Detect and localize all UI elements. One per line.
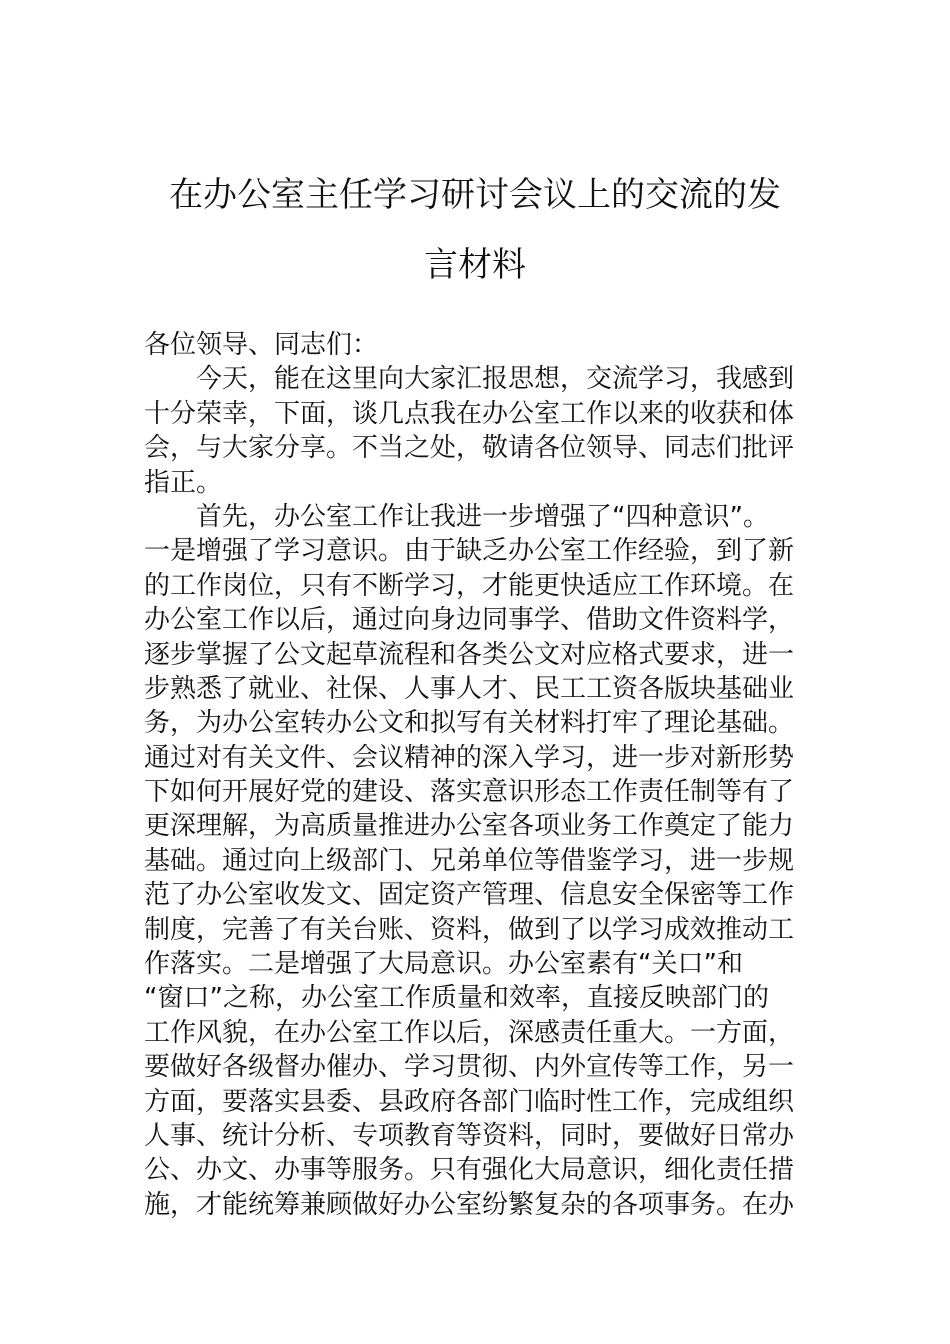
body-line: 工作风貌，在办公室工作以后，深感责任重大。一方面，: [144, 1017, 795, 1048]
body-line: 一是增强了学习意识。由于缺乏办公室工作经验，到了新: [144, 536, 795, 567]
body-line: 会，与大家分享。不当之处，敬请各位领导、同志们批评: [144, 433, 795, 464]
body-line: 下如何开展好党的建设、落实意识形态工作责任制等有了: [144, 777, 795, 808]
body-line: 务，为办公室转办公文和拟写有关材料打牢了理论基础。: [144, 708, 795, 739]
body-line: 逐步掌握了公文起草流程和各类公文对应格式要求，进一: [144, 639, 795, 670]
body-line: “窗口”之称，办公室工作质量和效率，直接反映部门的: [144, 983, 769, 1014]
body-line: 的工作岗位，只有不断学习，才能更快适应工作环境。在: [144, 570, 795, 601]
document-body: [144, 328, 812, 1222]
salutation: 各位领导、同志们：: [144, 330, 379, 360]
body-line: 更深理解，为高质量推进办公室各项业务工作奠定了能力: [144, 811, 795, 842]
document-title: [150, 160, 800, 300]
body-lines: [144, 362, 812, 1222]
title-line-1: 在办公室主任学习研讨会议上的交流的发: [169, 175, 781, 215]
body-line: 通过对有关文件、会议精神的深入学习，进一步对新形势: [144, 742, 795, 773]
body-line: 要做好各级督办催办、学习贯彻、内外宣传等工作，另一: [144, 1052, 795, 1083]
body-line: 基础。通过向上级部门、兄弟单位等借鉴学习，进一步规: [144, 845, 795, 876]
body-line: 指正。: [144, 467, 223, 498]
body-line: 施，才能统筹兼顾做好办公室纷繁复杂的各项事务。在办: [144, 1189, 795, 1220]
body-line: 范了办公室收发文、固定资产管理、信息安全保密等工作: [144, 880, 795, 911]
body-line: 方面，要落实县委、县政府各部门临时性工作，完成组织: [144, 1086, 795, 1117]
body-line: 作落实。二是增强了大局意识。办公室素有“关口”和: [144, 949, 743, 980]
body-line: 公、办文、办事等服务。只有强化大局意识，细化责任措: [144, 1155, 795, 1186]
body-line: 今天，能在这里向大家汇报思想，交流学习，我感到: [196, 364, 795, 395]
body-line: 制度，完善了有关台账、资料，做到了以学习成效推动工: [144, 914, 795, 945]
body-line: 办公室工作以后，通过向身边同事学、借助文件资料学，: [144, 605, 795, 636]
body-line: 十分荣幸，下面，谈几点我在办公室工作以来的收获和体: [144, 398, 795, 429]
body-line: 步熟悉了就业、社保、人事人才、民工工资各版块基础业: [144, 673, 795, 704]
body-line: 首先，办公室工作让我进一步增强了“四种意识”。: [196, 501, 769, 532]
title-line-2: 言材料: [424, 245, 526, 285]
body-line: 人事、统计分析、专项教育等资料，同时，要做好日常办: [144, 1120, 795, 1151]
